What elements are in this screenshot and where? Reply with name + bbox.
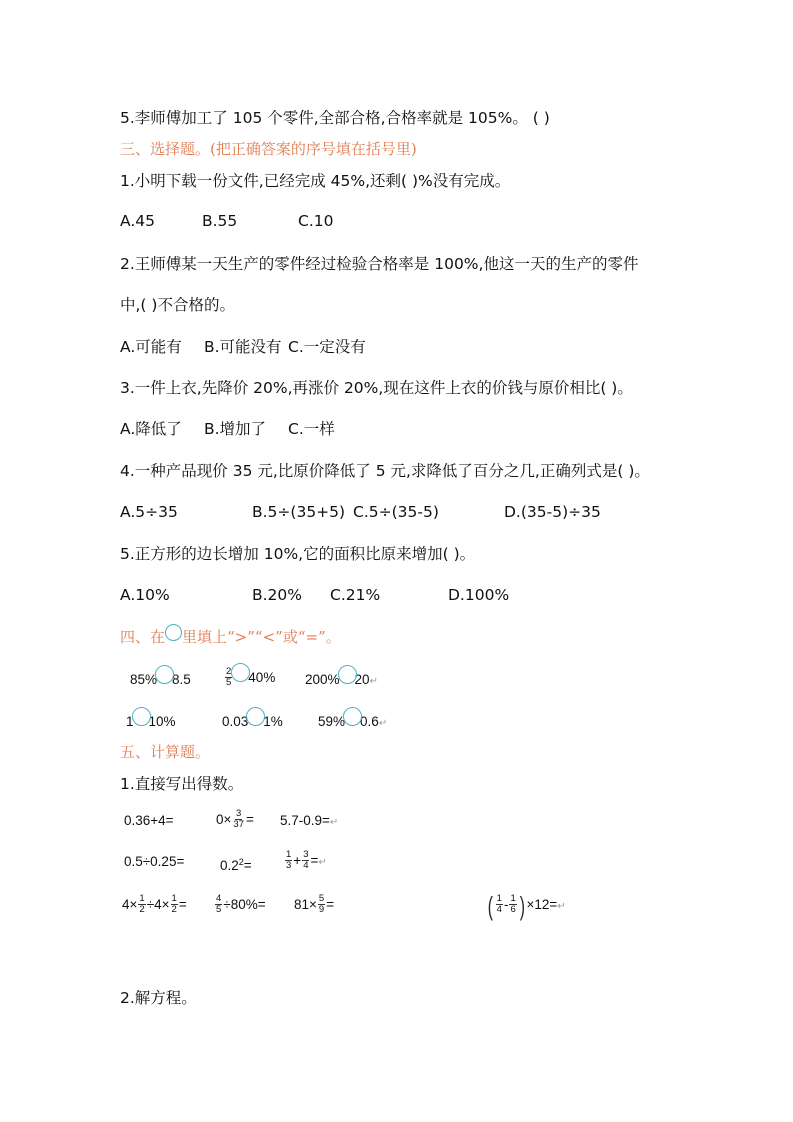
calc-expr-10: ( $\frac{1}{4}$ - $\frac{1}{6}$ ) ×12=↵ — [487, 890, 566, 921]
choice-question-2-line-1: 2.王师傅某一天生产的零件经过检验合格率是 100%,他这一天的生产的零件 — [120, 255, 639, 273]
choice-question-4: 4.一种产品现价 35 元,比原价降低了 5 元,求降低了百分之几,正确列式是( )。 — [120, 462, 650, 480]
calc-expr-6: $\frac{1}{3}$ + $\frac{3}{4}$ =↵ — [286, 849, 327, 871]
compare-item-3: 200% 20↵ — [305, 671, 378, 691]
choice-question-5: 5.正方形的边长增加 10%,它的面积比原来增加( )。 — [120, 545, 476, 563]
calc-expr-1: 0.36+4= — [124, 813, 174, 828]
choice-q5-option-d: D.100% — [448, 586, 510, 604]
return-mark-icon: ↵ — [329, 817, 339, 828]
section-header-calc: 五、计算题。 — [120, 743, 211, 761]
choice-q3-option-a: A.降低了 — [120, 420, 182, 438]
calc-subtitle-direct: 1.直接写出得数。 — [120, 775, 244, 793]
choice-q3-option-b: B.增加了 — [204, 420, 267, 438]
choice-q5-option-b: B.20% — [252, 586, 303, 604]
calc-expr-2: 0× $\frac{3}{37}$ = — [216, 808, 254, 830]
compare-item-1: 85% 8.5 — [130, 671, 191, 690]
choice-q1-option-c: C.10 — [298, 212, 334, 230]
fraction: $\frac{2}{5}$ — [226, 666, 232, 688]
blank-circle[interactable] — [343, 707, 362, 726]
choice-question-2-line-2: 中,( )不合格的。 — [120, 296, 235, 314]
return-mark-icon: ↵ — [378, 718, 388, 730]
section-header-choice: 三、选择题。(把正确答案的序号填在括号里) — [120, 140, 417, 158]
choice-question-1: 1.小明下载一份文件,已经完成 45%,还剩( )%没有完成。 — [120, 172, 511, 190]
judgment-question-5: 5.李师傅加工了 105 个零件,全部合格,合格率就是 105%。 ( ) — [120, 109, 550, 127]
section-header-compare — [120, 627, 341, 647]
choice-question-3: 3.一件上衣,先降价 20%,再涨价 20%,现在这件上衣的价钱与原价相比( )。 — [120, 379, 633, 397]
choice-q2-option-c: C.一定没有 — [288, 338, 366, 356]
calc-expr-4: 0.5÷0.25= — [124, 854, 185, 869]
return-mark-icon: ↵ — [557, 901, 566, 913]
choice-q5-option-c: C.21% — [330, 586, 381, 604]
calc-subtitle-equation: 2.解方程。 — [120, 989, 197, 1007]
choice-q3-option-c: C.一样 — [288, 420, 335, 438]
calc-expr-7: 4× $\frac{1}{2}$ ÷4× $\frac{1}{2}$ = — [122, 893, 187, 915]
calc-expr-5: $0.2^2=$ — [220, 857, 252, 873]
calc-expr-3: 5.7-0.9=↵ — [280, 813, 339, 828]
choice-q2-option-a: A.可能有 — [120, 338, 182, 356]
choice-q4-option-c: C.5÷(35-5) — [353, 503, 439, 521]
choice-q4-option-d: D.(35-5)÷35 — [504, 503, 601, 521]
choice-q4-option-b: B.5÷(35+5) — [252, 503, 346, 521]
calc-expr-9: 81× $\frac{5}{9}$ = — [294, 893, 335, 915]
blank-circle[interactable] — [132, 707, 151, 726]
blank-circle[interactable] — [338, 665, 357, 684]
return-mark-icon: ↵ — [369, 676, 378, 688]
compare-header-prefix: 四、在 — [120, 628, 166, 646]
choice-q1-option-b: B.55 — [202, 212, 238, 230]
compare-header-suffix: 里填上“>”“<”或“=”。 — [182, 628, 341, 646]
choice-q2-option-b: B.可能没有 — [204, 338, 282, 356]
compare-item-6: 59% 0.6↵ — [318, 713, 387, 733]
circle-icon — [165, 624, 182, 641]
compare-item-2: $\frac{2}{5}$ 40% — [224, 668, 275, 689]
return-mark-icon: ↵ — [318, 857, 327, 869]
choice-q5-option-a: A.10% — [120, 586, 170, 604]
blank-circle[interactable] — [155, 665, 174, 684]
compare-item-5: 0.03 1% — [222, 713, 283, 732]
calc-expr-8: $\frac{4}{5}$ ÷80%= — [216, 893, 266, 915]
choice-q1-option-a: A.45 — [120, 212, 155, 230]
choice-q4-option-a: A.5÷35 — [120, 503, 178, 521]
compare-item-4: 1 10% — [126, 713, 176, 732]
